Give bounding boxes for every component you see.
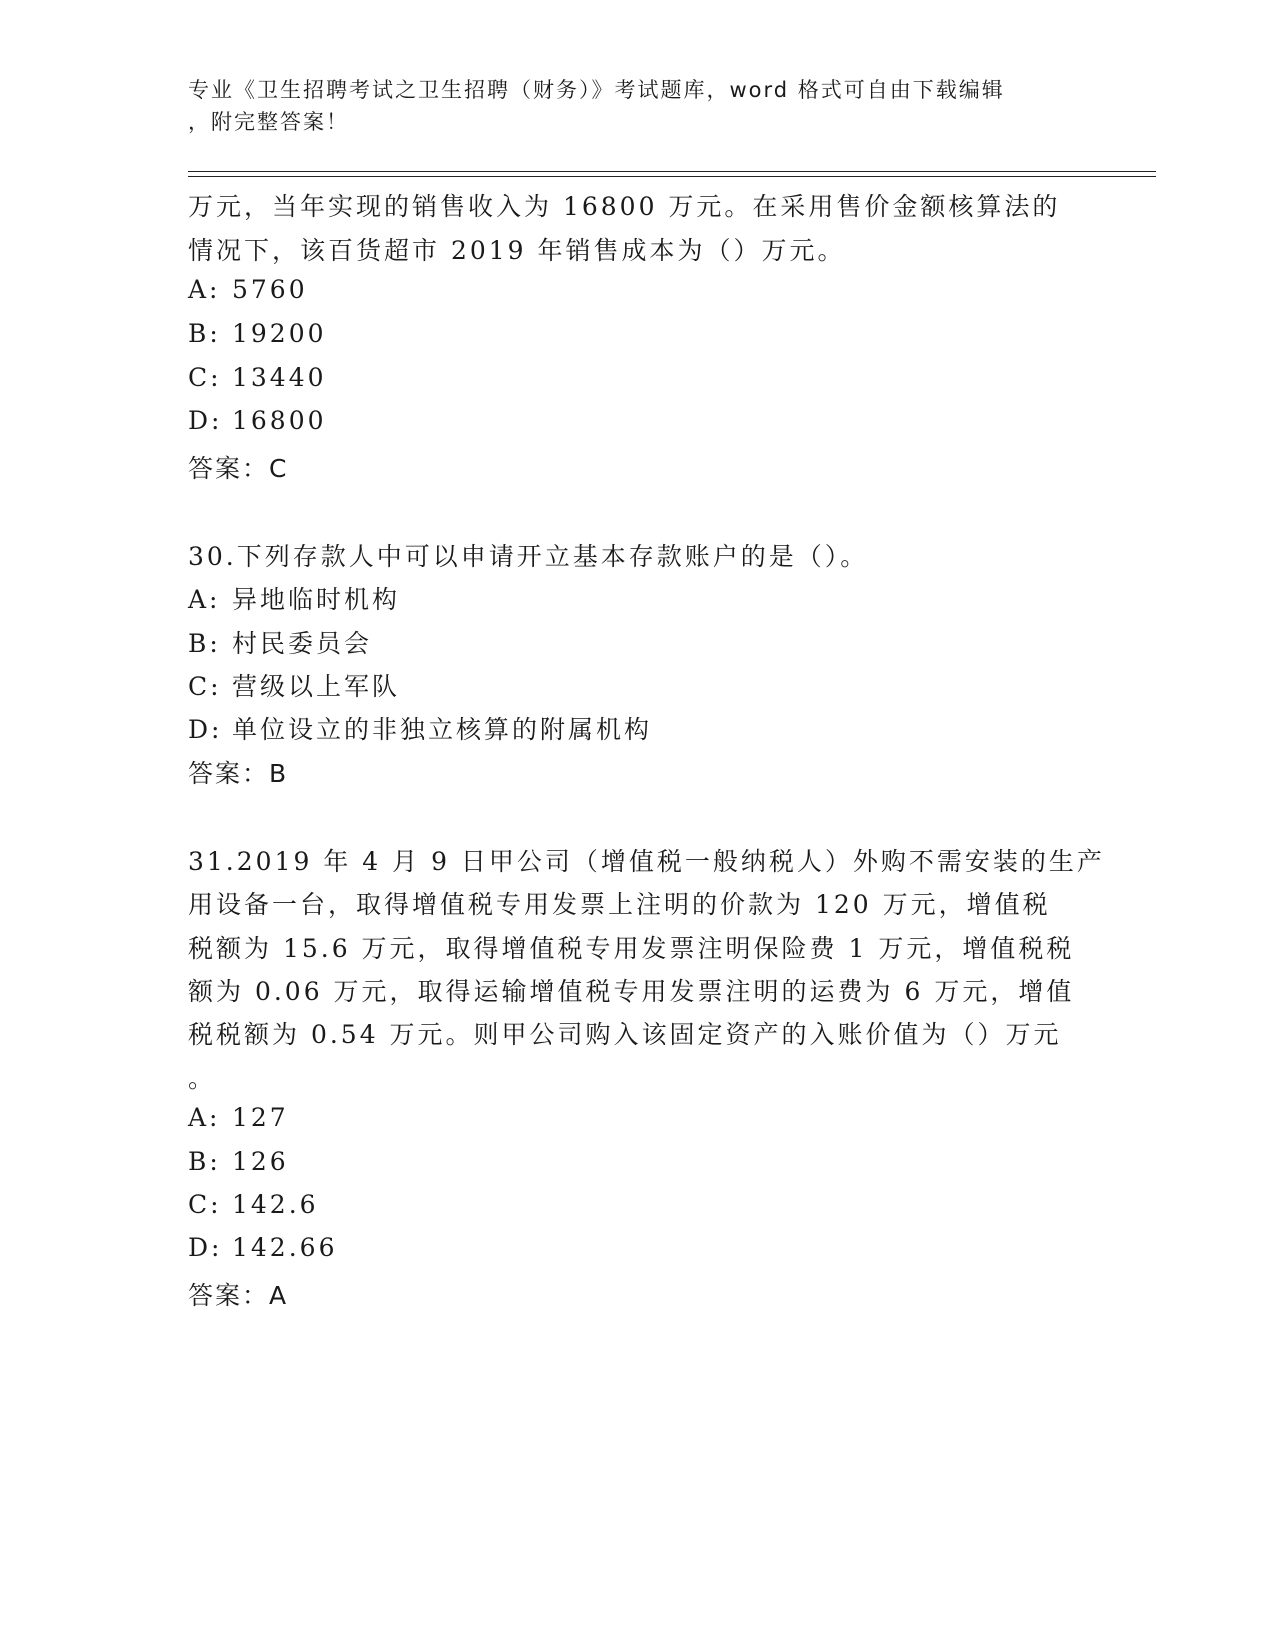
option-letter: B: [188,319,221,348]
option-text: 营级以上军队 [232,672,401,701]
option-text: 异地临时机构 [232,585,401,614]
q29-text-line-2: 情况下，该百货超市 2019 年销售成本为（）万元。 [188,236,846,265]
option-text: 村民委员会 [232,629,373,658]
option-text: 142.6 [232,1190,319,1219]
option-text: 16800 [232,406,327,435]
option-text: 127 [232,1103,289,1132]
option-letter: C: [188,672,222,701]
q29-text-line-1: 万元，当年实现的销售收入为 16800 万元。在采用售价金额核算法的 [188,192,1061,221]
option-letter: D: [188,715,223,744]
q30-text-line-1: 30.下列存款人中可以申请开立基本存款账户的是（）。 [188,542,869,571]
option-letter: A: [188,585,221,614]
q31-text-line-1: 31.2019 年 4 月 9 日甲公司（增值税一般纳税人）外购不需安装的生产 [188,847,1105,876]
option-text: 142.66 [232,1233,338,1262]
option-letter: D: [188,406,223,435]
header-rule-top [188,171,1156,172]
option-text: 单位设立的非独立核算的附属机构 [232,715,653,744]
option-text: 5760 [232,275,308,304]
q29-option-a [188,275,308,304]
option-letter: B: [188,1147,221,1176]
q31-text-line-2: 用设备一台，取得增值税专用发票上注明的价款为 120 万元，增值税 [188,890,1051,919]
q30-answer: 答案：B [188,759,289,788]
option-letter: A: [188,1103,221,1132]
option-letter: D: [188,1233,223,1262]
q29-option-d [188,406,327,435]
q31-answer: 答案：A [188,1281,289,1310]
option-text: 126 [232,1147,289,1176]
q31-option-a [188,1103,289,1132]
option-letter: C: [188,363,222,392]
q29-option-b [188,319,327,348]
q31-text-line-5: 税税额为 0.54 万元。则甲公司购入该固定资产的入账价值为（）万元 [188,1020,1062,1049]
header-title-line1: 专业《卫生招聘考试之卫生招聘（财务）》考试题库，word 格式可自由下载编辑 [188,78,1005,102]
option-letter: C: [188,1190,222,1219]
option-text: 19200 [232,319,327,348]
q31-text-line-4: 额为 0.06 万元，取得运输增值税专用发票注明的运费为 6 万元，增值 [188,977,1075,1006]
header-rule-bottom [188,176,1156,177]
q31-option-c [188,1190,319,1219]
option-text: 13440 [232,363,327,392]
q30-option-a [188,580,400,616]
q29-answer: 答案：C [188,454,289,483]
q30-option-b [188,624,372,660]
q30-option-c [188,667,400,703]
q31-option-b [188,1147,289,1176]
q31-text-line-3: 税额为 15.6 万元，取得增值税专用发票注明保险费 1 万元，增值税税 [188,934,1075,963]
q31-option-d [188,1233,337,1262]
option-letter: A: [188,275,221,304]
q29-option-c [188,363,327,392]
header-title-line2: ，附完整答案！ [188,110,349,134]
q31-text-line-6: 。 [188,1064,217,1093]
option-letter: B: [188,629,221,658]
q30-option-d [188,710,652,746]
